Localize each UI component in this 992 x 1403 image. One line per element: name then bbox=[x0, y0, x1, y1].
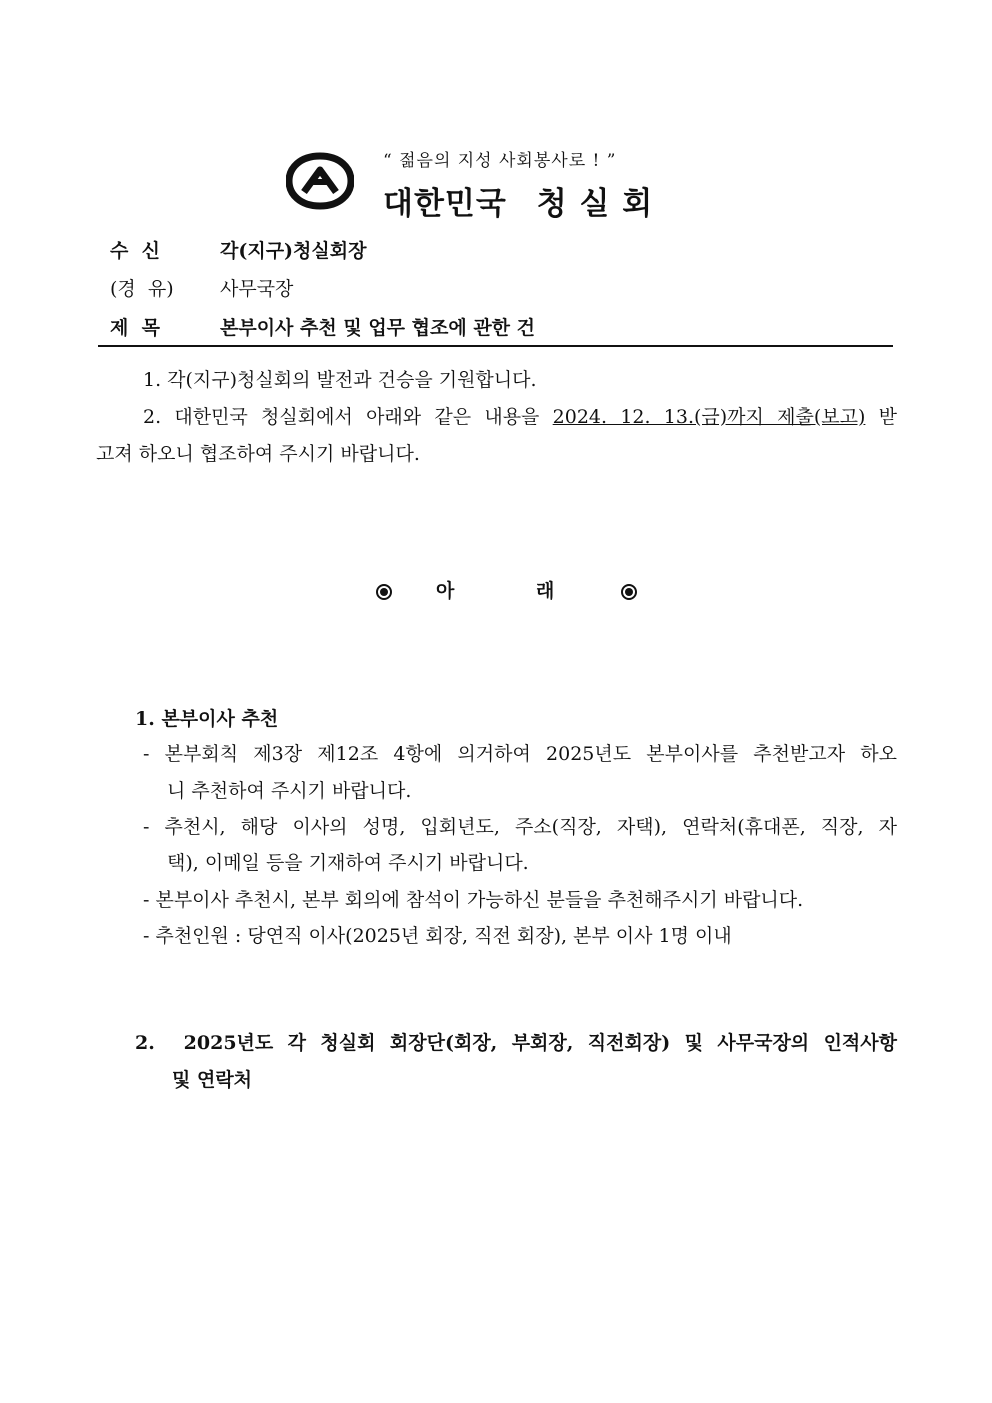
paragraph-2-prefix: 2. 대한민국 청실회에서 아래와 같은 내용을 bbox=[143, 406, 540, 428]
recipient-label: 수 신 bbox=[110, 240, 160, 262]
paragraph-2-suffix: 받 bbox=[878, 406, 898, 428]
organization-name-part1: 대한민국 bbox=[383, 186, 507, 222]
section-1-item-4: - 추천인원 : 당연직 이사(2025년 회장, 직전 회장), 본부 이사 1명 이내 bbox=[143, 925, 732, 947]
section-1-item-2-line2: 택), 이메일 등을 기재하여 주시기 바랍니다. bbox=[167, 852, 529, 874]
subject-label: 제 목 bbox=[110, 317, 160, 339]
section-2-title-line2: 및 연락처 bbox=[172, 1069, 253, 1091]
subject-row bbox=[110, 313, 535, 340]
header-divider bbox=[98, 345, 893, 347]
notice-left: 아 bbox=[436, 580, 455, 602]
subject-value: 본부이사 추천 및 업무 협조에 관한 건 bbox=[220, 317, 535, 339]
notice-right: 래 bbox=[536, 580, 555, 602]
bullet-circle-icon bbox=[376, 584, 392, 600]
slogan: “ 젊음의 지성 사회봉사로 ! ” bbox=[383, 151, 617, 171]
section-2-title-line1: 2. 2025년도 각 청실회 회장단(회장, 부회장, 직전회장) 및 사무국장의 인적사항 bbox=[135, 1032, 897, 1054]
organization-name bbox=[383, 178, 653, 223]
section-1-item-3: - 본부이사 추천시, 본부 회의에 참석이 가능하신 분들을 추천해주시기 바랍니다. bbox=[143, 889, 804, 911]
via-row bbox=[110, 274, 293, 301]
via-value: 사무국장 bbox=[220, 278, 294, 300]
organization-name-part2: 청 실 회 bbox=[536, 186, 654, 222]
notice-heading bbox=[376, 576, 616, 602]
section-1-item-1-line1: - 본부회칙 제3장 제12조 4항에 의거하여 2025년도 본부이사를 추천받고자 하오 bbox=[143, 743, 897, 765]
paragraph-2-line1 bbox=[143, 399, 897, 436]
section-1-item-1-line2: 니 추천하여 주시기 바랍니다. bbox=[167, 780, 412, 802]
section-1-item-2-line1: - 추천시, 해당 이사의 성명, 입회년도, 주소(직장, 자택), 연락처(휴대폰, 직장, 자 bbox=[143, 816, 897, 838]
recipient-value: 각(지구)청실회장 bbox=[220, 240, 367, 262]
organization-logo bbox=[286, 152, 354, 210]
paragraph-2-line2: 고져 하오니 협조하여 주시기 바랍니다. bbox=[96, 443, 420, 465]
deadline-text: 2024. 12. 13.(금)까지 제출(보고) bbox=[552, 406, 866, 428]
bullet-circle-icon bbox=[621, 584, 637, 600]
via-label: (경 유) bbox=[110, 278, 174, 300]
section-1-title: 1. 본부이사 추천 bbox=[135, 708, 279, 730]
paragraph-1: 1. 각(지구)청실회의 발전과 건승을 기원합니다. bbox=[143, 369, 537, 391]
recipient-row bbox=[110, 236, 366, 263]
